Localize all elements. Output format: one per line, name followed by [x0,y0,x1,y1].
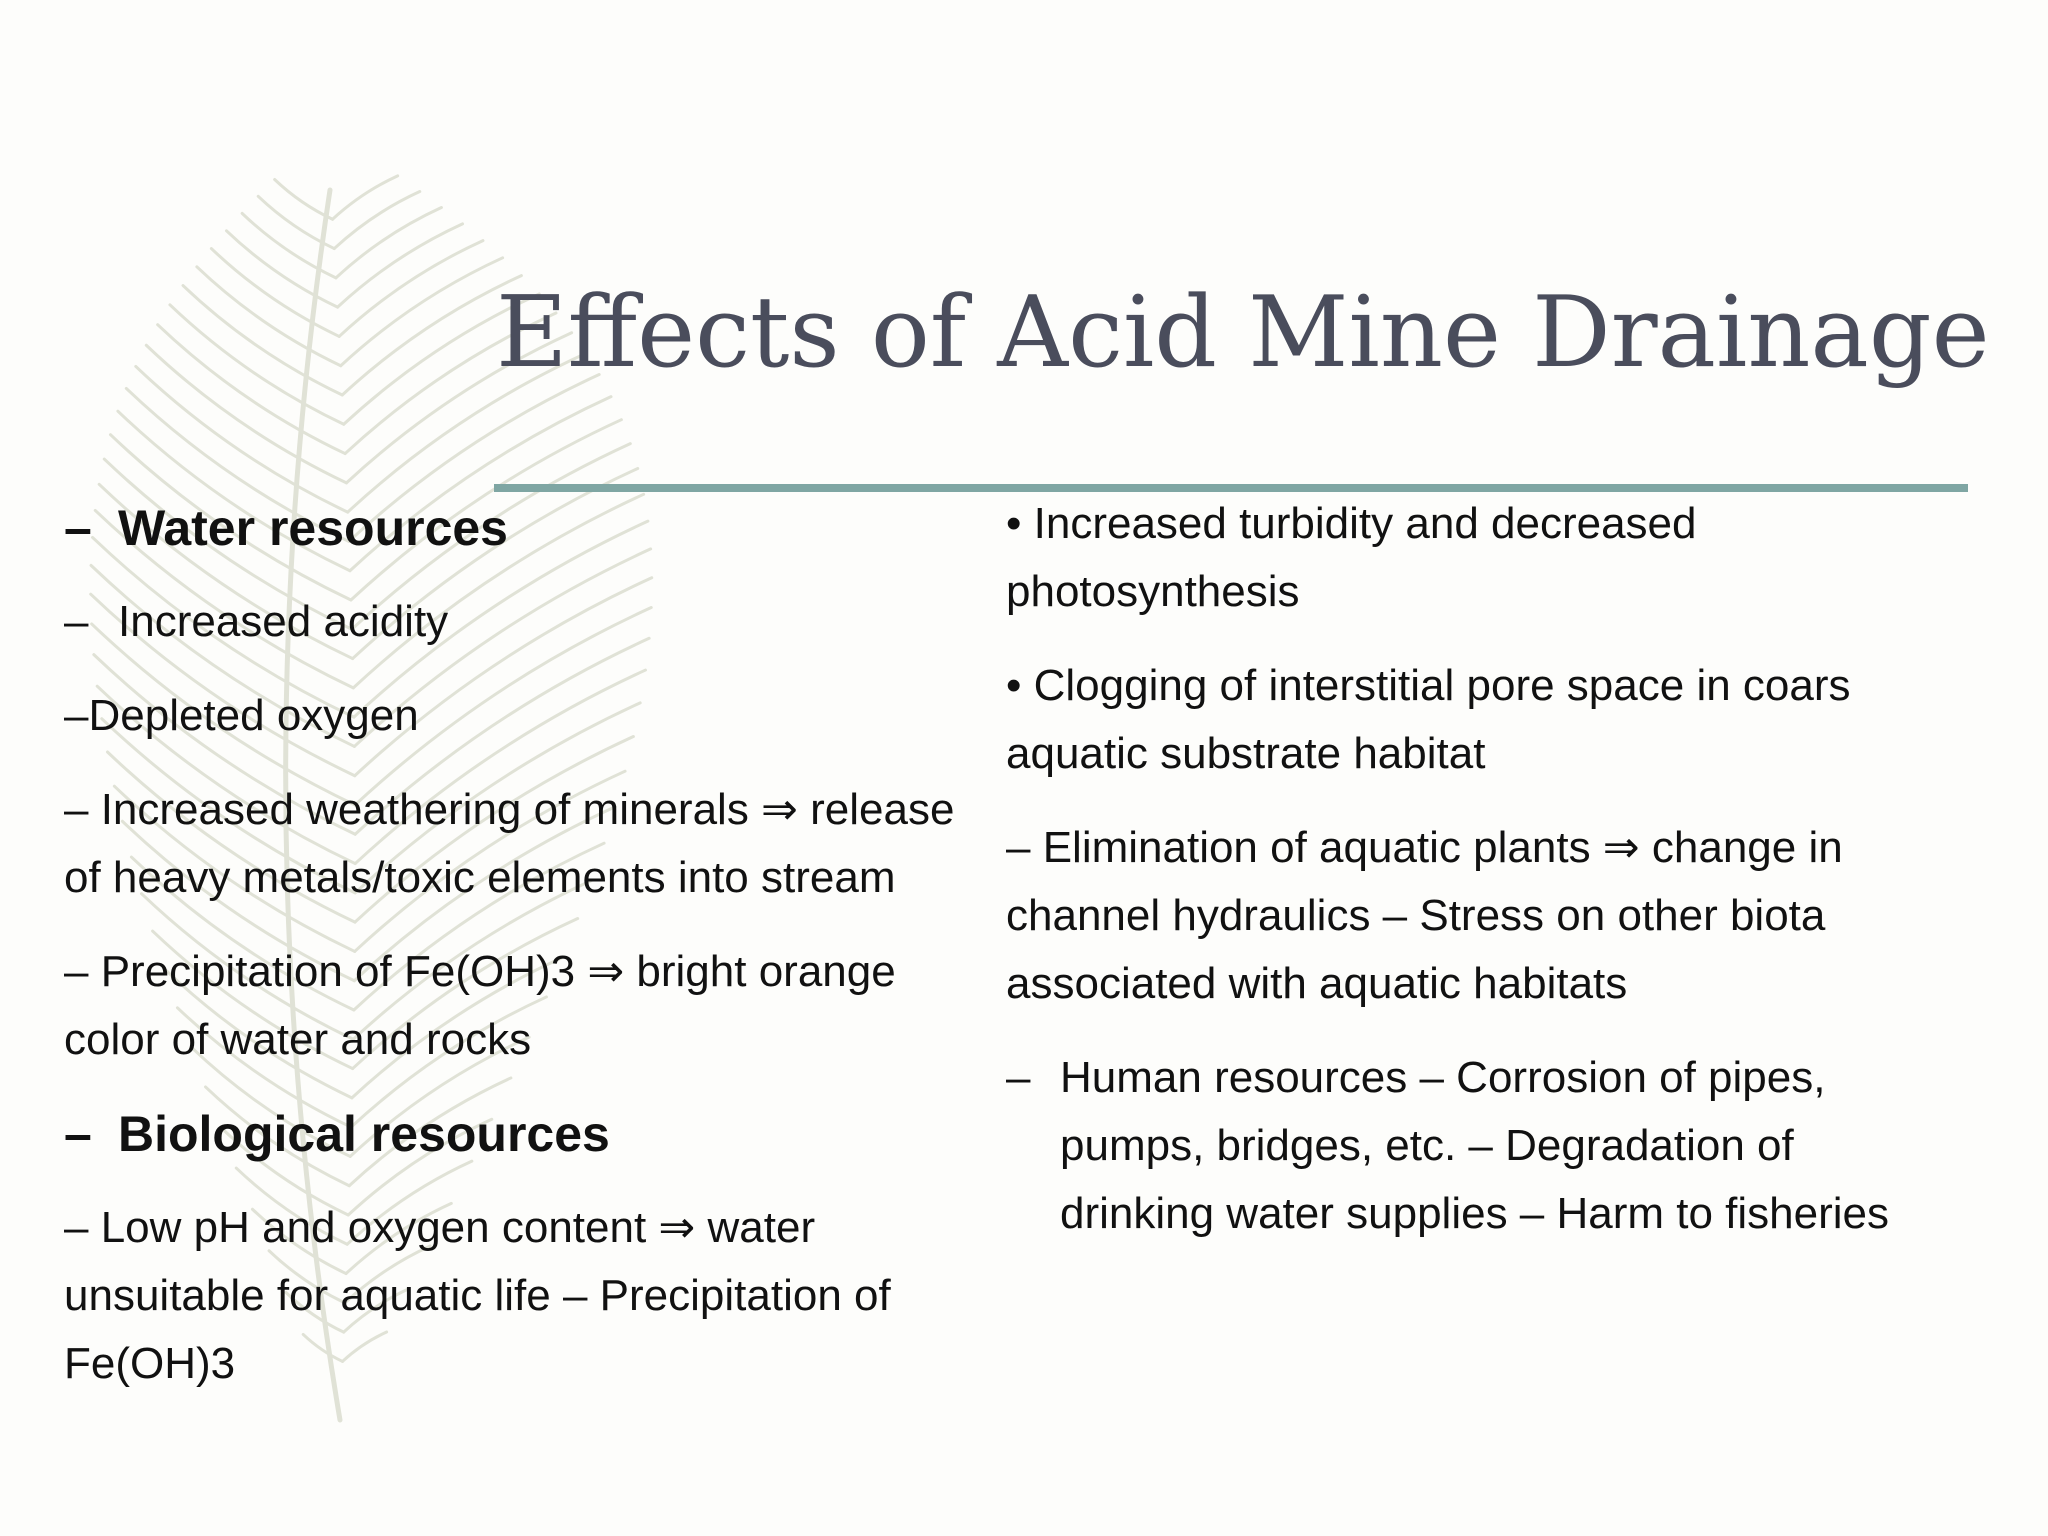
human-resources-item [1006,1044,1936,1248]
heading-dash: – [64,1106,92,1162]
heading-dash: – [64,500,92,556]
left-column [64,494,984,1424]
item-dash: – [64,597,89,646]
low-ph-item: – Low pH and oxygen content ⇒ water unsuitable for aquatic life – Precipitation of Fe(OH)3 [64,1203,891,1388]
item-dash: – [1006,1053,1031,1102]
turbidity-item: • Increased turbidity and decreased photosynthesis [1006,499,1697,616]
water-resources-heading [64,494,984,562]
item-text: Human resources – Corrosion of pipes, pumps, bridges, etc. – Degradation of drinking water supplies – Harm to fisheries [1060,1053,1890,1238]
heading-text: Water resources [118,500,508,556]
depleted-oxygen-item: –Depleted oxygen [64,691,419,740]
heading-text: Biological resources [118,1106,610,1162]
right-column [1006,490,1936,1274]
clogging-item: • Clogging of interstitial pore space in coars aquatic substrate habitat [1006,661,1851,778]
increased-acidity-item [64,588,984,656]
biological-resources-heading [64,1100,984,1168]
weathering-item: – Increased weathering of minerals ⇒ release of heavy metals/toxic elements into stream [64,785,955,902]
elimination-item: – Elimination of aquatic plants ⇒ change in channel hydraulics – Stress on other biota associated with aquatic habitats [1006,823,1843,1008]
slide-title: Effects of Acid Mine Drainage [496,276,1990,390]
precipitation-item: – Precipitation of Fe(OH)3 ⇒ bright orange color of water and rocks [64,947,896,1064]
item-text: Increased acidity [118,597,449,646]
